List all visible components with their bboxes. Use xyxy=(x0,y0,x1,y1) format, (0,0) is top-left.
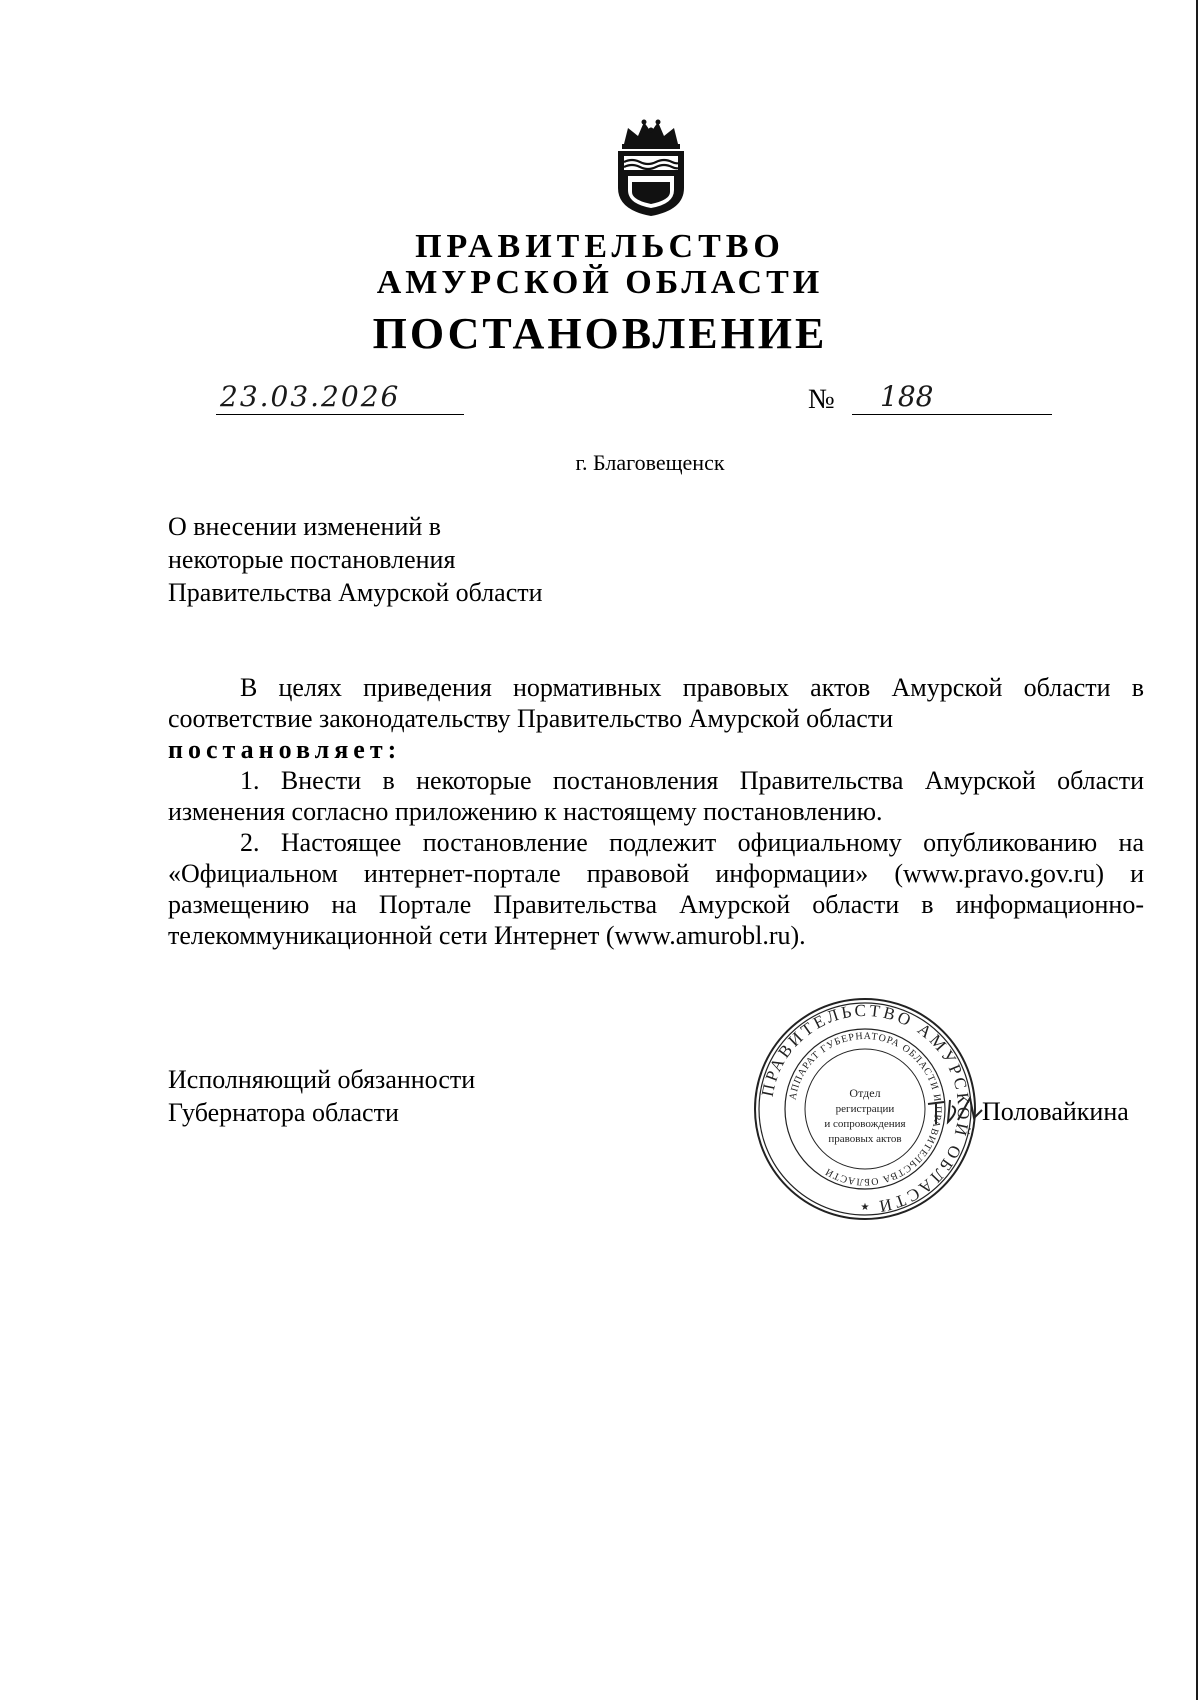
stamp-star-icon: ★ xyxy=(860,1202,870,1213)
amur-oblast-coat-of-arms-icon xyxy=(610,118,692,218)
subject-line: Правительства Амурской области xyxy=(168,578,543,607)
organization-name-line1: ПРАВИТЕЛЬСТВО xyxy=(415,228,785,265)
organization-name-line2: АМУРСКОЙ ОБЛАСТИ xyxy=(376,264,824,301)
resolution-item-2: 2. Настоящее постановление подлежит официальному опубликованию на «Официальном интернет-портале правовой информации» (www.pravo.gov.ru) и размещению на Портале Правительства Амурской области в информационно-телекоммуникационной сети Интернет (www.amurobl.ru). xyxy=(168,828,1144,950)
number-sign: № xyxy=(808,384,835,415)
document-date-field xyxy=(216,380,464,415)
signatory-title-line1: Исполняющий обязанности xyxy=(168,1065,476,1094)
signatory-title-line2: Губернатора области xyxy=(168,1098,399,1127)
stamp-center-line4: правовых актов xyxy=(828,1133,902,1145)
document-subject xyxy=(168,510,543,609)
subject-line: некоторые постановления xyxy=(168,545,456,574)
stamp-inner-text: АППАРАТ ГУБЕРНАТОРА ОБЛАСТИ И ПРАВИТЕЛЬСТВА ОБЛАСТИ xyxy=(787,1030,944,1188)
subject-line: О внесении изменений в xyxy=(168,512,442,541)
document-body xyxy=(168,672,1144,951)
document-type-title: ПОСТАНОВЛЕНИЕ xyxy=(372,309,828,358)
official-round-stamp xyxy=(752,996,978,1222)
resolution-item-1: 1. Внести в некоторые постановления Правительства Амурской области изменения согласно приложению к настоящему постановлению. xyxy=(168,766,1144,826)
resolves-word: постановляет: xyxy=(168,735,402,764)
stamp-center-line3: и сопровождения xyxy=(824,1118,906,1130)
document-number-field xyxy=(852,380,1052,415)
city-name: г. Благовещенск xyxy=(575,450,725,475)
document-date: 23.03.2026 xyxy=(220,380,401,413)
stamp-center-line1: Отдел xyxy=(849,1086,881,1100)
signatory-title xyxy=(168,1063,475,1129)
stamp-outer-text: ПРАВИТЕЛЬСТВО АМУРСКОЙ ОБЛАСТИ xyxy=(757,1000,974,1217)
preamble-paragraph: В целях приведения нормативных правовых актов Амурской области в соответствие законодательству Правительство Амурской области xyxy=(168,673,1144,733)
signatory-surname: Половайкина xyxy=(982,1097,1129,1126)
document-number: 188 xyxy=(880,380,934,413)
stamp-center-line2: регистрации xyxy=(835,1103,895,1115)
